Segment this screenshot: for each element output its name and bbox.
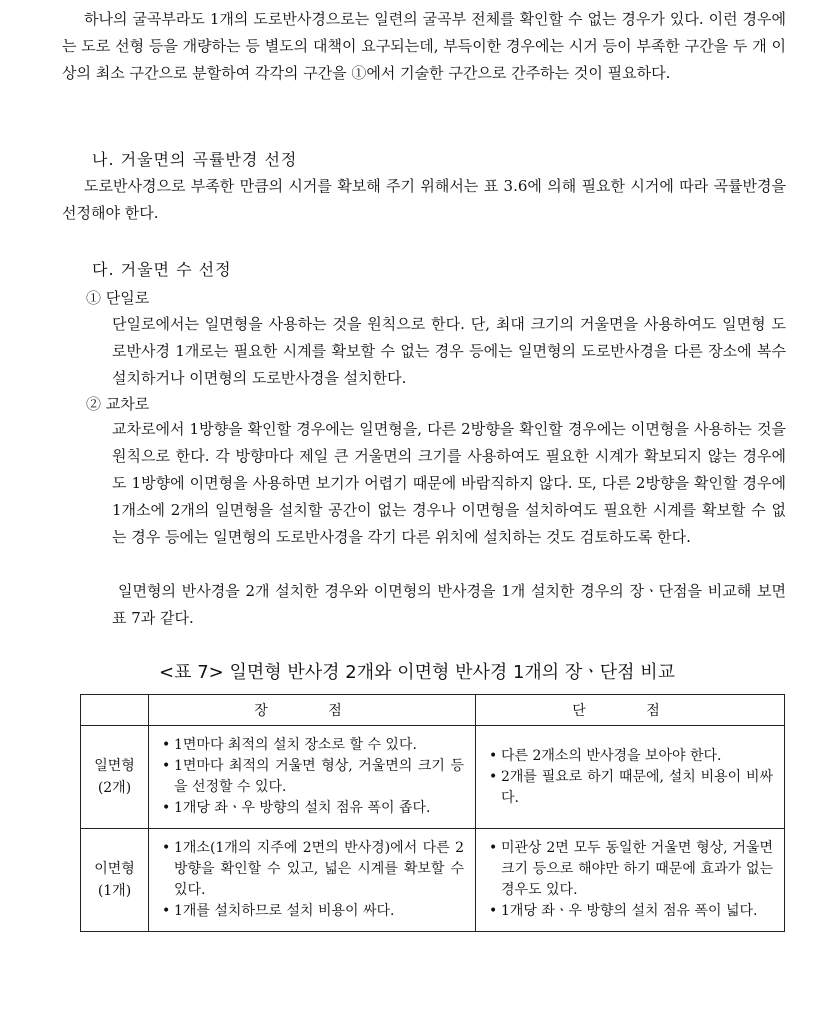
- intersection-label: ② 교차로: [86, 395, 150, 413]
- single-road-body: 단일로에서는 일면형을 사용하는 것을 원칙으로 한다. 단, 최대 크기의 거울면을 사용하여도 일면형 도로반사경 1개로는 필요한 시계를 확보할 수 없는 경우 등에는 일면형의 도로반사경을 다른 장소에 복수 설치하거나 이면형의 도로반사경을 설치한다.: [112, 315, 786, 387]
- cons-item: • 1개당 좌ㆍ우 방향의 설치 점유 폭이 넓다.: [489, 901, 773, 922]
- header-empty-cell: [81, 695, 149, 726]
- row-type-name: 이면형: [94, 861, 135, 877]
- header-cons: 단 점: [476, 695, 785, 726]
- table-row: [81, 726, 785, 829]
- table-header-row: [81, 695, 785, 726]
- cons-item: • 미관상 2면 모두 동일한 거울면 형상, 거울면 크기 등으로 해야만 하기 때문에 효과가 없는 경우도 있다.: [489, 838, 773, 901]
- pros-item: • 1면마다 최적의 거울면 형상, 거울면의 크기 등을 선정할 수 있다.: [162, 756, 464, 798]
- table-row: [81, 829, 785, 932]
- pros-item: • 1개당 좌ㆍ우 방향의 설치 점유 폭이 좁다.: [162, 798, 464, 819]
- row-type-count: (2개): [97, 780, 132, 796]
- cons-item: • 2개를 필요로 하기 때문에, 설치 비용이 비싸다.: [489, 767, 773, 809]
- pros-item: • 1면마다 최적의 설치 장소로 할 수 있다.: [162, 735, 464, 756]
- comparison-table: [80, 694, 785, 932]
- intersection-body: 교차로에서 1방향을 확인할 경우에는 일면형을, 다른 2방향을 확인할 경우에는 이면형을 사용하는 것을 원칙으로 한다. 각 방향마다 제일 큰 거울면의 크기를 사용하여도 필요한 시계가 확보되지 않는 경우에도 1방향에 이면형을 사용하면 보기가 어렵기 때문에 바람직하지 않다. 또, 다른 2방향을 확인할 경우에 1개소에 2개의 일면형을 설치할 공간이 없는 경우나 이면형을 설치하여도 필요한 시계를 확보할 수 없는 경우 등에는 일면형의 도로반사경을 각기 다른 위치에 설치하는 것도 검토하도록 한다.: [112, 420, 786, 546]
- single-road-label: ① 단일로: [86, 289, 150, 307]
- pros-item: • 1개를 설치하므로 설치 비용이 싸다.: [162, 901, 464, 922]
- section-na-body: 도로반사경으로 부족한 만큼의 시거를 확보해 주기 위해서는 표 3.6에 의해 필요한 시거에 따라 곡률반경을 선정해야 한다.: [62, 177, 786, 222]
- row-head-single-face: [81, 726, 149, 829]
- table-caption: <표 7> 일면형 반사경 2개와 이면형 반사경 1개의 장ㆍ단점 비교: [159, 662, 675, 683]
- section-da-heading: 다. 거울면 수 선정: [92, 260, 232, 279]
- section-na-heading: 나. 거울면의 곡률반경 선정: [92, 150, 298, 169]
- pros-item: • 1개소(1개의 지주에 2면의 반사경)에서 다른 2방향을 확인할 수 있고, 넓은 시계를 확보할 수 있다.: [162, 838, 464, 901]
- row-head-double-face: [81, 829, 149, 932]
- pros-cell: [149, 829, 476, 932]
- row-type-name: 일면형: [94, 758, 135, 774]
- intersection-body-2: 일면형의 반사경을 2개 설치한 경우와 이면형의 반사경을 1개 설치한 경우의 장ㆍ단점을 비교해 보면 표 7과 같다.: [112, 582, 786, 627]
- cons-cell: [476, 829, 785, 932]
- cons-item: • 다른 2개소의 반사경을 보아야 한다.: [489, 746, 773, 767]
- intro-paragraph: 하나의 굴곡부라도 1개의 도로반사경으로는 일련의 굴곡부 전체를 확인할 수 없는 경우가 있다. 이런 경우에는 도로 선형 등을 개량하는 등 별도의 대책이 요구되는데, 부득이한 경우에는 시거 등이 부족한 구간을 두 개 이상의 최소 구간으로 분할하여 각각의 구간을 ①에서 기술한 구간으로 간주하는 것이 필요하다.: [62, 10, 786, 82]
- row-type-count: (1개): [97, 883, 132, 899]
- header-pros: 장 점: [149, 695, 476, 726]
- pros-cell: [149, 726, 476, 829]
- cons-cell: [476, 726, 785, 829]
